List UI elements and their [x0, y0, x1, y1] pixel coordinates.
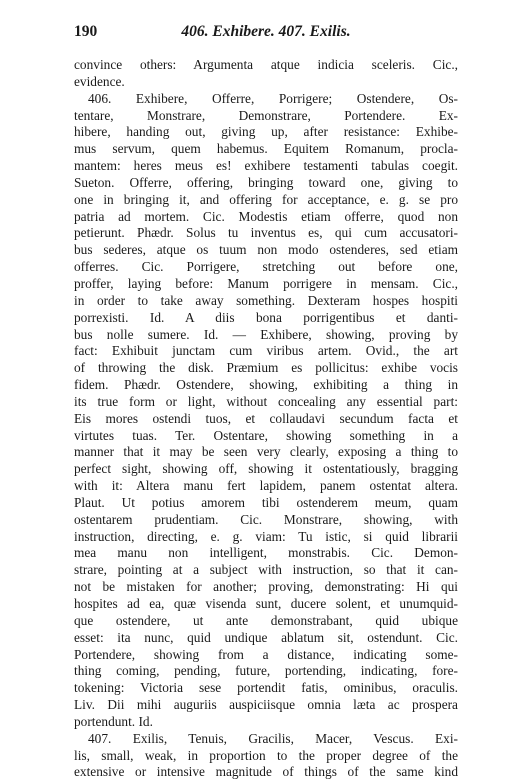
body-text: [74, 57, 458, 781]
text-line: fidem. Phædr. Ostendere, showing, exhibiting a thing in: [74, 377, 458, 393]
text-line: porrexisti. Id. A diis bona porrigentibus et danti-: [74, 309, 458, 325]
text-line: Eis mores ostendi tuos, et collaudavi secundum facta et: [74, 410, 458, 426]
text-line: bus nolle sumere. Id. — Exhibere, showing, proving by: [74, 326, 458, 342]
text-line: patria ad mortem. Cic. Modestis etiam offerre, quod non: [74, 208, 458, 224]
text-line: mea manu non intelligent, monstrabis. Cic. Demon-: [74, 545, 458, 561]
text-line: tokening: Victoria sese portendit fatis, ominibus, oraculis.: [74, 680, 458, 696]
text-line: in order to take away something. Dexteram hospes hospiti: [74, 292, 458, 308]
text-line: thing coming, pending, future, portending, indicating, fore-: [74, 663, 458, 679]
page-number: 190: [74, 23, 98, 40]
text-line: one in bringing it, and offering for acceptance, e. g. se pro: [74, 191, 458, 207]
text-line: not be mistaken for another; proving, demonstrating: Hi qui: [74, 579, 458, 595]
text-line: petierunt. Phædr. Solus tu inventus es, qui cum accusatori-: [74, 225, 458, 241]
text-line: hospites ad ea, quæ visenda sunt, ducere solent, et unumquid-: [74, 596, 458, 611]
text-line: fact: Exhibuit junctam cum viribus artem. Ovid., the art: [74, 343, 458, 359]
text-line: mus servum, quem habemus. Equitem Romanum, procla-: [74, 141, 458, 157]
text-line: lis, small, weak, in proportion to the proper degree of the: [74, 747, 458, 763]
text-line: ostentarem prudentiam. Cic. Monstrare, showing, with: [74, 511, 458, 527]
text-line: manner that it may be seen very clearly, exposing a thing to: [74, 444, 458, 460]
text-line: virtutes tuas. Ter. Ostentare, showing something in a: [74, 427, 458, 443]
running-head: [74, 22, 458, 42]
text-line: portendunt. Id.: [74, 713, 153, 729]
text-line: its true form or light, without concealing any essential part:: [74, 393, 458, 409]
text-line: hibere, handing out, giving up, after resistance: Exhibe-: [74, 124, 458, 140]
text-line: of throwing the disk. Præmium es pollicitus: exhibe vocis: [74, 360, 458, 376]
text-line: que ostendere, ut ante demonstrabant, quid ubique: [74, 612, 458, 628]
text-line: proffer, laying before: Manum porrigere in mensam. Cic.,: [74, 275, 458, 291]
text-line: perfect sight, showing off, showing it ostentatiously, bragging: [74, 461, 458, 477]
entry-heading-407: 407. Exilis, Tenuis, Gracilis, Macer, Vescus. Exi-: [88, 730, 458, 746]
entry-heading-406: 406. Exhibere, Offerre, Porrigere; Ostendere, Os-: [88, 90, 458, 106]
text-line: extensive or intensive magnitude of things of the same kind: [74, 764, 458, 780]
text-line: bus sederes, atque os tuum non modo ostenderes, sed etiam: [74, 242, 458, 258]
text-line: evidence.: [74, 73, 125, 89]
running-title: 406. Exhibere. 407. Exilis.: [181, 23, 351, 40]
text-line: Sueton. Offerre, offering, bringing toward one, giving to: [74, 174, 458, 190]
text-line: esset: ita nunc, quid undique ablatum sit, ostendunt. Cic.: [74, 629, 458, 645]
text-line: Portendere, showing from a distance, indicating some-: [74, 646, 458, 662]
text-line: convince others: Argumenta atque indicia sceleris. Cic.,: [74, 57, 458, 72]
text-line: mantem: heres meus es! exhibere testamenti tabulas coegit.: [74, 158, 458, 174]
text-line: Liv. Dii mihi auguriis auspiciisque omnia læta ac prospera: [74, 697, 458, 713]
text-line: tentare, Monstrare, Demonstrare, Portendere. Ex-: [74, 107, 458, 123]
text-line: Plaut. Ut potius amorem tibi ostenderem meum, quam: [74, 494, 458, 510]
text-line: with it: Altera manu fert lapidem, panem ostentat altera.: [74, 478, 458, 494]
text-line: strare, pointing at a subject with instruction, so that it can-: [74, 562, 458, 578]
text-line: offerres. Cic. Porrigere, stretching out before one,: [74, 259, 458, 275]
text-line: instruction, directing, e. g. viam: Tu istic, si quid librarii: [74, 528, 458, 544]
